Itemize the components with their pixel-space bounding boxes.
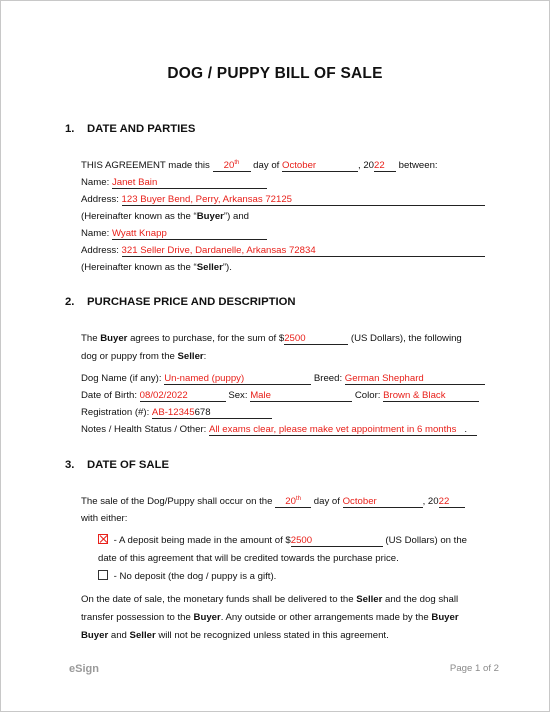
notes-line: Notes / Health Status / Other: All exams clear, please make vet appointment in 6 months . [81,423,477,436]
document-title: DOG / PUPPY BILL OF SALE [167,65,383,82]
terms-line-1: On the date of sale, the monetary funds shall be delivered to the Seller and the dog shall [81,594,459,605]
terms-line-3: Buyer and Seller will not be recognized unless stated in this agreement. [81,630,389,641]
registration-field[interactable]: AB-12345678 [152,407,272,419]
sex-field[interactable]: Male [250,390,352,402]
no-deposit-checkbox[interactable] [98,570,108,580]
sale-day-field[interactable]: 20th [275,494,311,508]
agreement-day-field[interactable]: 20th [213,158,251,172]
with-either-line: with either: [81,513,128,524]
sale-year-field[interactable]: 22 [439,496,465,508]
deposit-option-line: - A deposit being made in the amount of $2500 (US Dollars) on the [98,534,467,547]
section-1-heading: 1. DATE AND PARTIES [65,123,196,135]
dog-from-seller-line: dog or puppy from the Seller: [81,351,207,362]
buyer-hereinafter-line: (Hereinafter known as the “Buyer”) and [81,211,249,222]
deposit-amount-field[interactable]: 2500 [291,535,383,547]
dob-sex-color-line: Date of Birth: 08/02/2022 Sex: Male Color: Brown & Black [81,389,479,402]
agreement-date-line: THIS AGREEMENT made this 20th day of October , 2022 between: [81,160,438,171]
buyer-address-field[interactable]: 123 Buyer Bend, Perry, Arkansas 72125 [122,194,485,206]
dog-name-field[interactable]: Un-named (puppy) [164,373,311,385]
buyer-name-line: Name: Janet Bain [81,176,267,189]
dob-field[interactable]: 08/02/2022 [140,390,226,402]
color-field[interactable]: Brown & Black [383,390,479,402]
deposit-description-line: date of this agreement that will be credited towards the purchase price. [98,553,399,564]
agreement-year-field[interactable]: 22 [374,160,396,172]
section-3-heading: 3. DATE OF SALE [65,459,170,471]
agreement-month-field[interactable]: October [282,160,358,172]
sale-date-line: The sale of the Dog/Puppy shall occur on the 20th day of October , 2022 [81,494,465,508]
seller-address-line: Address: 321 Seller Drive, Dardanelle, Arkansas 72834 [81,244,485,257]
deposit-checkbox[interactable] [98,534,108,544]
seller-hereinafter-line: (Hereinafter known as the “Seller”). [81,262,232,273]
dog-name-breed-line: Dog Name (if any): Un-named (puppy) Breed: German Shephard [81,372,485,385]
section-2-heading: 2. PURCHASE PRICE AND DESCRIPTION [65,296,296,308]
registration-line: Registration (#): AB-12345678 [81,406,272,419]
seller-name-field[interactable]: Wyatt Knapp [112,228,267,240]
purchase-price-field[interactable]: 2500 [284,333,348,345]
buyer-address-line: Address: 123 Buyer Bend, Perry, Arkansas 72125 [81,193,485,206]
seller-address-field[interactable]: 321 Seller Drive, Dardanelle, Arkansas 72834 [122,245,485,257]
purchase-price-line: The Buyer agrees to purchase, for the sum of $2500 (US Dollars), the following [81,333,462,344]
notes-field[interactable]: All exams clear, please make vet appointment in 6 months . [209,424,477,436]
buyer-name-field[interactable]: Janet Bain [112,177,267,189]
seller-name-line: Name: Wyatt Knapp [81,227,267,240]
breed-field[interactable]: German Shephard [345,373,485,385]
esign-logo: eSign [69,663,99,675]
sale-month-field[interactable]: October [343,496,423,508]
no-deposit-option-line: - No deposit (the dog / puppy is a gift). [98,570,276,583]
page-number: Page 1 of 2 [449,663,499,674]
terms-line-2: transfer possession to the Buyer. Any outside or other arrangements made by the Buyer [81,612,459,623]
